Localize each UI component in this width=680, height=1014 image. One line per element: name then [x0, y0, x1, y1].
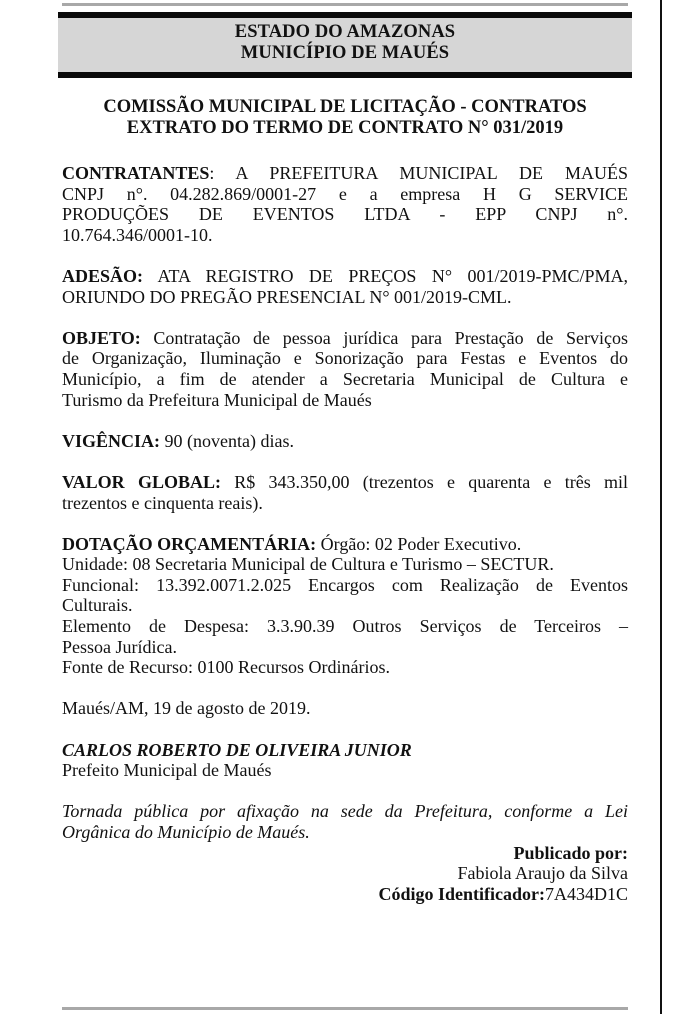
signatory-name: CARLOS ROBERTO DE OLIVEIRA JUNIOR — [62, 739, 412, 760]
valor-line-1: VALOR GLOBAL: R$ 343.350,00 (trezentos e quarenta e três mil — [62, 471, 628, 492]
objeto-line-1: OBJETO: Contratação de pessoa jurídica para Prestação de Serviços — [62, 327, 628, 348]
contratantes-line-2: CNPJ n°. 04.282.869/0001-27 e a empresa H G SERVICE — [62, 183, 628, 204]
dotacao-elemento-2: Pessoa Jurídica. — [62, 636, 177, 657]
section-objeto — [62, 328, 628, 410]
publisher-name: Fabiola Araujo da Silva — [457, 863, 628, 884]
valor-label: VALOR GLOBAL: — [62, 471, 221, 492]
section-valor-global — [62, 472, 628, 513]
objeto-line-3: Município, a fim de atender a Secretaria Municipal de Cultura e — [62, 368, 628, 389]
dotacao-unidade: Unidade: 08 Secretaria Municipal de Cultura e Turismo – SECTUR. — [62, 554, 554, 575]
identifier-value: 7A434D1C — [544, 883, 628, 904]
publication-info — [62, 843, 628, 905]
published-by-label: Publicado por: — [513, 842, 628, 863]
document-body — [62, 163, 628, 904]
contratantes-line-3: PRODUÇÕES DE EVENTOS LTDA - EPP CNPJ n°. — [62, 204, 628, 225]
dotacao-funcional-1: Funcional: 13.392.0071.2.025 Encargos com Realização de Eventos — [62, 574, 628, 595]
place-date: Maués/AM, 19 de agosto de 2019. — [62, 698, 311, 719]
vigencia-label: VIGÊNCIA: — [62, 430, 161, 451]
signature-block — [62, 740, 628, 781]
valor-line-2: trezentos e cinquenta reais). — [62, 492, 263, 513]
header-municipality: MUNICÍPIO DE MAUÉS — [240, 43, 450, 63]
contratantes-line-1: CONTRATANTES: A PREFEITURA MUNICIPAL DE MAUÉS — [62, 163, 628, 183]
publication-note — [62, 801, 628, 842]
adesao-line-1: ADESÃO: ATA REGISTRO DE PREÇOS N° 001/2019-PMC/PMA, — [62, 265, 628, 286]
header-banner — [58, 12, 632, 78]
contratantes-line-4: 10.764.346/0001-10. — [62, 224, 213, 245]
dotacao-orgao: DOTAÇÃO ORÇAMENTÁRIA: Órgão: 02 Poder Executivo. — [62, 533, 522, 554]
dotacao-elemento-1: Elemento de Despesa: 3.3.90.39 Outros Serviços de Terceiros – — [62, 616, 628, 637]
dotacao-label: DOTAÇÃO ORÇAMENTÁRIA: — [62, 533, 317, 554]
header-state: ESTADO DO AMAZONAS — [234, 22, 456, 42]
document-title — [58, 97, 632, 139]
section-vigencia — [62, 431, 628, 452]
dotacao-funcional-2: Culturais. — [62, 595, 133, 616]
adesao-label: ADESÃO: — [62, 265, 144, 286]
bottom-rule — [62, 1007, 628, 1010]
identifier-code — [62, 884, 628, 905]
note-line-1: Tornada pública por afixação na sede da Prefeitura, conforme a Lei — [62, 801, 628, 822]
objeto-label: OBJETO: — [62, 327, 141, 348]
section-dotacao — [62, 534, 628, 678]
identifier-label: Código Identificador: — [378, 883, 545, 904]
objeto-line-2: de Organização, Iluminação e Sonorização para Festas e Eventos do — [62, 348, 628, 369]
section-contratantes — [62, 163, 628, 245]
signatory-role: Prefeito Municipal de Maués — [62, 760, 272, 781]
top-rule — [62, 3, 628, 6]
dotacao-fonte: Fonte de Recurso: 0100 Recursos Ordinários. — [62, 657, 390, 678]
title-commission: COMISSÃO MUNICIPAL DE LICITAÇÃO - CONTRATOS — [103, 97, 587, 117]
contratantes-label: CONTRATANTES — [62, 163, 210, 183]
adesao-line-2: ORIUNDO DO PREGÃO PRESENCIAL N° 001/2019-CML. — [62, 286, 512, 307]
note-line-2: Orgânica do Município de Maués. — [62, 822, 310, 842]
page-right-border — [660, 0, 662, 1014]
title-contract-extract: EXTRATO DO TERMO DE CONTRATO N° 031/2019 — [126, 118, 564, 138]
section-adesao — [62, 266, 628, 307]
vigencia-line: VIGÊNCIA: 90 (noventa) dias. — [62, 430, 294, 451]
objeto-line-4: Turismo da Prefeitura Municipal de Maués — [62, 389, 372, 410]
